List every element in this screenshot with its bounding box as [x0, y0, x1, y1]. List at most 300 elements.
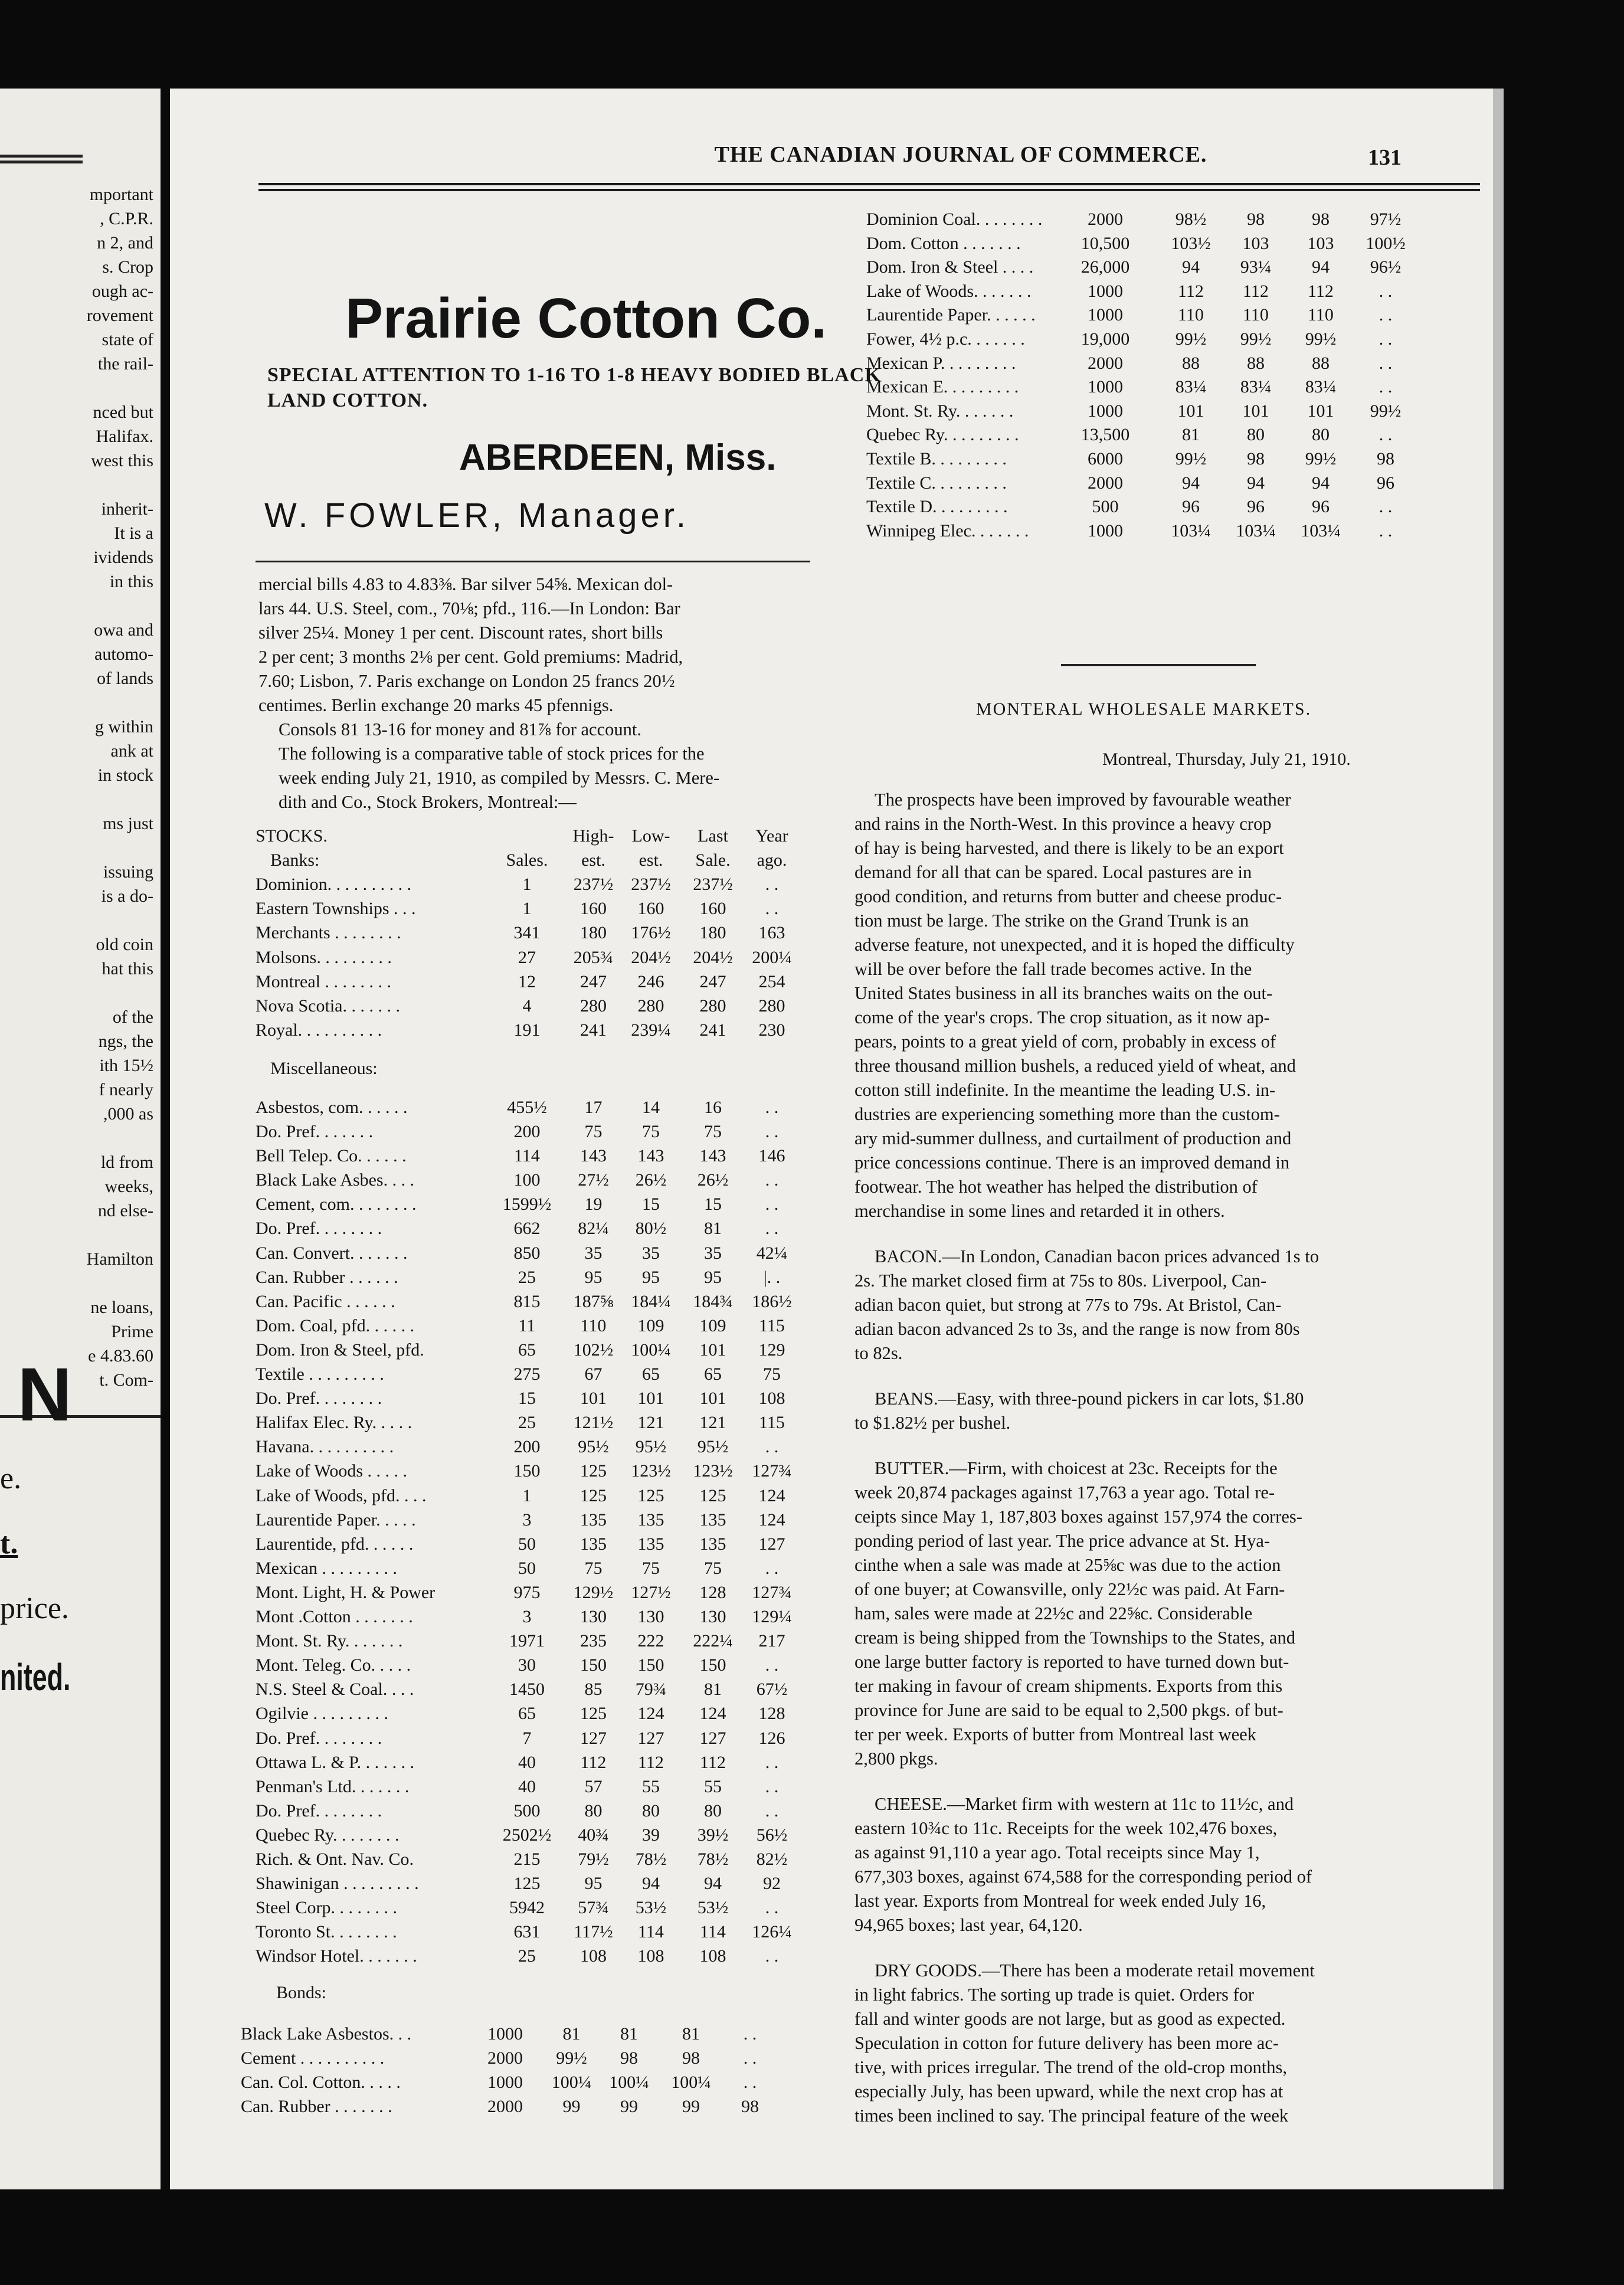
- table-row-cell: 500: [513, 1800, 541, 1821]
- table-row-cell: . .: [765, 1170, 779, 1190]
- facing-page-line: the rail-: [97, 354, 153, 374]
- table-row-cell: 110: [1178, 305, 1204, 325]
- table-row-cell: 96: [1377, 473, 1394, 493]
- table-row-cell: Mont. Teleg. Co. . . . .: [256, 1655, 411, 1675]
- table-row-cell: 98½: [1175, 209, 1207, 229]
- market-line: footwear. The hot weather has helped the distribution of: [854, 1177, 1258, 1197]
- section-label: Bonds:: [276, 1982, 327, 2002]
- table-row-cell: 500: [1092, 497, 1119, 517]
- table-row-cell: 65: [642, 1364, 660, 1384]
- table-row-cell: 124: [758, 1485, 785, 1505]
- table-header-cell: Sales.: [506, 850, 548, 870]
- table-row-cell: 27: [518, 947, 536, 967]
- table-header-cell: High-: [572, 826, 614, 846]
- table-row-cell: . .: [765, 1194, 779, 1214]
- table-row-cell: 631: [513, 1922, 541, 1942]
- table-row-cell: Mont. Light, H. & Power: [256, 1582, 436, 1602]
- table-row-cell: 275: [513, 1364, 541, 1384]
- table-row-cell: 103: [1307, 233, 1334, 253]
- table-row: [256, 1243, 822, 1265]
- table-row: [256, 1364, 822, 1386]
- table-row-cell: |. .: [763, 1267, 781, 1287]
- table-row-cell: 95: [642, 1267, 660, 1287]
- facing-page-line: ank at: [110, 741, 153, 761]
- table-row-cell: Mexican P. . . . . . . . .: [866, 353, 1016, 373]
- facing-page-line: of lands: [97, 669, 153, 688]
- facing-page-line: ne loans,: [90, 1298, 153, 1317]
- table-row-cell: Ottawa L. & P. . . . . . .: [256, 1752, 415, 1772]
- market-line: cinthe when a sale was made at 25⅝c was due to the action: [854, 1555, 1281, 1575]
- table-row: [241, 2048, 825, 2070]
- table-row-cell: 15: [518, 1389, 536, 1409]
- table-row-cell: . .: [743, 2024, 757, 2044]
- table-row-cell: 230: [758, 1020, 785, 1040]
- table-row: [866, 377, 1433, 398]
- table-row-cell: . .: [1379, 305, 1393, 325]
- table-row-cell: Royal. . . . . . . . . .: [256, 1020, 382, 1040]
- rule: [0, 161, 83, 163]
- table-row-cell: Lake of Woods, pfd. . . .: [256, 1485, 427, 1505]
- table-row-cell: 92: [763, 1874, 781, 1894]
- facing-page-fragment-1: e.: [0, 1462, 22, 1495]
- facing-page-line: of the: [112, 1007, 153, 1027]
- table-row-cell: . .: [1379, 281, 1393, 301]
- table-row-cell: 55: [642, 1776, 660, 1796]
- table-row-cell: . .: [765, 1946, 779, 1966]
- table-row-cell: 7: [522, 1728, 532, 1748]
- table-row: [256, 875, 822, 896]
- table-row-cell: 100: [513, 1170, 541, 1190]
- rule: [0, 155, 83, 158]
- table-row-cell: 2000: [487, 2048, 523, 2068]
- table-row-cell: Cement, com. . . . . . . .: [256, 1194, 417, 1214]
- table-row-cell: 98: [741, 2096, 759, 2116]
- table-row-cell: 114: [638, 1922, 664, 1942]
- table-row-cell: Textile D. . . . . . . . .: [866, 497, 1008, 517]
- facing-page-line: s. Crop: [102, 257, 153, 277]
- table-row-cell: 129¼: [752, 1607, 792, 1626]
- table-row-cell: 100¼: [609, 2072, 649, 2092]
- table-row-cell: 135: [637, 1534, 664, 1554]
- table-row-cell: 127½: [631, 1582, 671, 1602]
- table-row-cell: 82¼: [578, 1219, 609, 1239]
- table-row-cell: 1599½: [502, 1194, 552, 1214]
- table-row-cell: 39: [642, 1825, 660, 1845]
- table-row-cell: 143: [580, 1146, 607, 1166]
- table-row-cell: 103¼: [1236, 520, 1276, 541]
- table-row-cell: 80½: [635, 1219, 667, 1239]
- table-row-cell: 455½: [507, 1097, 547, 1117]
- table-row-cell: 126¼: [752, 1922, 792, 1942]
- table-row-cell: 101: [1307, 401, 1334, 421]
- table-row-cell: 99½: [1175, 449, 1207, 469]
- table-row-cell: Quebec Ry. . . . . . . .: [256, 1825, 400, 1845]
- table-row-cell: 217: [758, 1631, 785, 1651]
- table-row-cell: 99½: [1240, 329, 1272, 349]
- table-row-cell: 26½: [697, 1170, 729, 1190]
- market-line: tion must be large. The strike on the Grand Trunk is an: [854, 911, 1249, 931]
- table-row-cell: 78½: [697, 1849, 729, 1869]
- table-row-cell: 114: [514, 1146, 540, 1166]
- table-row-cell: Halifax Elec. Ry. . . . .: [256, 1413, 412, 1433]
- table-row-cell: 101: [637, 1389, 664, 1409]
- market-line: 94,965 boxes; last year, 64,120.: [854, 1915, 1083, 1935]
- market-line: CHEESE.—Market firm with western at 11c to 11½c, and: [875, 1794, 1294, 1814]
- table-row-cell: . .: [765, 1776, 779, 1796]
- table-row: [256, 1194, 822, 1216]
- table-row-cell: 280: [580, 996, 607, 1016]
- facing-page-line: ough ac-: [91, 281, 153, 301]
- table-row: [256, 1753, 822, 1774]
- table-row-cell: Can. Rubber . . . . . . .: [241, 2096, 392, 2116]
- table-row-cell: . .: [765, 1752, 779, 1772]
- table-row-cell: 96: [1247, 497, 1265, 517]
- market-line: fall and winter goods are not large, but as good as expected.: [854, 2009, 1286, 2029]
- table-row-cell: Can. Col. Cotton. . . . .: [241, 2072, 401, 2092]
- table-row-cell: 103½: [1171, 233, 1211, 253]
- facing-page-line: owa and: [94, 620, 153, 640]
- table-row-cell: 184¾: [693, 1291, 733, 1311]
- market-line: will be over before the fall trade becomes active. In the: [854, 959, 1252, 979]
- table-row-cell: 126: [758, 1728, 785, 1748]
- table-row-cell: 65: [704, 1364, 722, 1384]
- table-row-cell: 184¼: [631, 1291, 671, 1311]
- table-row: [241, 2024, 825, 2045]
- table-row-cell: 135: [580, 1510, 607, 1530]
- table-row: [256, 1777, 822, 1798]
- facing-page-line: rovement: [86, 306, 153, 325]
- market-line: good condition, and returns from butter and cheese produc-: [854, 886, 1282, 906]
- table-row-cell: 125: [699, 1485, 726, 1505]
- facing-page-line: n 2, and: [97, 233, 153, 253]
- table-row-cell: 16: [704, 1097, 722, 1117]
- table-row-cell: 125: [580, 1704, 607, 1724]
- intro-line: lars 44. U.S. Steel, com., 70⅛; pfd., 116.—In London: Bar: [258, 598, 680, 618]
- table-row-cell: 222¼: [693, 1631, 733, 1651]
- table-row-cell: 150: [637, 1655, 664, 1675]
- table-row-cell: 102½: [573, 1340, 614, 1360]
- table-row-cell: 98: [1247, 209, 1265, 229]
- page-number: 131: [1368, 145, 1402, 170]
- table-row-cell: 135: [699, 1534, 726, 1554]
- page-header-title: THE CANADIAN JOURNAL OF COMMERCE.: [714, 142, 1207, 167]
- table-header-cell: Low-: [631, 826, 670, 846]
- market-line: adian bacon quiet, but strong at 77s to 79s. At Bristol, Can-: [854, 1295, 1282, 1315]
- table-row-cell: 75: [704, 1122, 722, 1141]
- table-row-cell: Can. Pacific . . . . . .: [256, 1291, 395, 1311]
- table-row-cell: 125: [580, 1485, 607, 1505]
- table-row-cell: 83¼: [1240, 377, 1272, 397]
- table-row: [256, 948, 822, 969]
- market-paragraph: [854, 1959, 1439, 2128]
- table-row-cell: 101: [1242, 401, 1269, 421]
- market-line: ham, sales were made at 22½c and 22⅝c. Considerable: [854, 1603, 1253, 1623]
- table-row-cell: 143: [699, 1146, 726, 1166]
- table-row-cell: 129: [758, 1340, 785, 1360]
- table-row-cell: . .: [765, 899, 779, 919]
- table-row-cell: 99: [562, 2096, 581, 2116]
- table-row-cell: 96½: [1370, 257, 1402, 277]
- table-row-cell: 150: [513, 1461, 541, 1481]
- table-row-cell: 4: [522, 996, 532, 1016]
- table-row: [256, 1680, 822, 1701]
- journal-page: [170, 89, 1498, 2189]
- intro-line: Consols 81 13-16 for money and 81⅞ for account.: [279, 719, 641, 739]
- table-row-cell: 75: [584, 1122, 603, 1141]
- table-row-cell: 146: [758, 1146, 785, 1166]
- table-row: [256, 1340, 822, 1361]
- table-row-cell: 25: [518, 1413, 536, 1433]
- table-row-cell: 98: [1312, 209, 1330, 229]
- table-row-cell: Do. Pref. . . . . . . .: [256, 1219, 382, 1239]
- table-header-cell: STOCKS.: [256, 826, 328, 846]
- table-row-cell: 191: [513, 1020, 541, 1040]
- table-row-cell: 83¼: [1305, 377, 1337, 397]
- table-header: [256, 850, 822, 872]
- facing-page-line: in this: [109, 572, 153, 591]
- table-row-cell: 2502½: [502, 1825, 552, 1845]
- table-row-cell: 241: [580, 1020, 607, 1040]
- table-row-cell: 94: [1312, 473, 1330, 493]
- table-row-cell: 14: [642, 1097, 660, 1117]
- market-line: BUTTER.—Firm, with choicest at 23c. Receipts for the: [875, 1458, 1278, 1478]
- table-row-cell: 112: [638, 1752, 664, 1772]
- table-row-cell: 25: [518, 1946, 536, 1966]
- facing-page-line: inherit-: [101, 499, 153, 519]
- table-row-cell: 80: [642, 1800, 660, 1821]
- table-header-cell: est.: [639, 850, 663, 870]
- table-row-cell: 80: [704, 1800, 722, 1821]
- table-row-cell: 1971: [509, 1631, 545, 1651]
- table-row-cell: 1: [522, 1485, 532, 1505]
- table-row-cell: 26,000: [1081, 257, 1130, 277]
- table-row-cell: 82½: [756, 1849, 788, 1869]
- markets-heading: MONTERAL WHOLESALE MARKETS.: [975, 699, 1312, 719]
- table-row-cell: 17: [584, 1097, 603, 1117]
- table-row-cell: 80: [584, 1800, 603, 1821]
- table-row-cell: 127¾: [752, 1461, 792, 1481]
- table-row-cell: 128: [758, 1704, 785, 1724]
- table-row-cell: 123½: [631, 1461, 671, 1481]
- intro-line: week ending July 21, 1910, as compiled by Messrs. C. Mere-: [279, 768, 720, 788]
- table-row-cell: 95: [584, 1267, 603, 1287]
- table-row-cell: Dom. Iron & Steel, pfd.: [256, 1340, 424, 1360]
- table-row-cell: 135: [699, 1510, 726, 1530]
- table-row-cell: 65: [518, 1340, 536, 1360]
- table-row-cell: 108: [637, 1946, 664, 1966]
- table-row: [256, 1729, 822, 1750]
- table-row-cell: Dominion. . . . . . . . . .: [256, 875, 412, 895]
- table-header-cell: Year: [755, 826, 788, 846]
- table-row-cell: 42¼: [756, 1243, 788, 1263]
- table-row-cell: 99: [682, 2096, 700, 2116]
- markets-dateline: Montreal, Thursday, July 21, 1910.: [1102, 749, 1351, 769]
- market-paragraph: [854, 788, 1439, 1223]
- market-line: one large butter factory is reported to have turned down but-: [854, 1652, 1289, 1672]
- market-line: price concessions continue. There is an improved demand in: [854, 1153, 1290, 1173]
- table-row-cell: 101: [580, 1389, 607, 1409]
- table-row-cell: 103¼: [1171, 520, 1211, 541]
- table-row: [256, 1292, 822, 1313]
- facing-page-line: ngs, the: [98, 1032, 153, 1051]
- table-row: [256, 1631, 822, 1652]
- table-row-cell: 1000: [1088, 401, 1123, 421]
- table-row-cell: 101: [699, 1340, 726, 1360]
- table-row-cell: Montreal . . . . . . . .: [256, 971, 391, 991]
- table-row: [256, 1922, 822, 1943]
- market-line: come of the year's crops. The crop situation, as it now ap-: [854, 1007, 1270, 1027]
- table-row-cell: 127: [580, 1728, 607, 1748]
- table-row-cell: 254: [758, 971, 785, 991]
- table-row-cell: 112: [580, 1752, 607, 1772]
- facing-page-line: t. Com-: [99, 1370, 153, 1390]
- table-row: [256, 1559, 822, 1580]
- ad-rule: [256, 561, 810, 562]
- market-line: three thousand million bushels, a reduced yield of wheat, and: [854, 1056, 1296, 1076]
- table-row-cell: Winnipeg Elec. . . . . . .: [866, 520, 1029, 541]
- market-line: DRY GOODS.—There has been a moderate retail movement: [875, 1960, 1315, 1980]
- facing-page-line: Halifax.: [96, 427, 153, 446]
- table-row-cell: . .: [1379, 497, 1393, 517]
- table-row: [256, 1098, 822, 1119]
- table-row-cell: 121½: [573, 1413, 614, 1433]
- table-row-cell: 75: [642, 1558, 660, 1578]
- table-row-cell: Do. Pref. . . . . . . .: [256, 1800, 382, 1821]
- facing-page-line: is a do-: [101, 886, 153, 906]
- facing-page-line: weeks,: [104, 1177, 153, 1196]
- market-line: dustries are experiencing something more than the custom-: [854, 1104, 1280, 1124]
- table-row-cell: 2000: [1088, 353, 1123, 373]
- table-row-cell: 186½: [752, 1291, 792, 1311]
- table-row-cell: 237½: [573, 875, 614, 895]
- table-row-cell: Toronto St. . . . . . . .: [256, 1922, 397, 1942]
- table-row-cell: 2000: [487, 2096, 523, 2116]
- table-row-cell: Black Lake Asbes. . . .: [256, 1170, 415, 1190]
- table-row-cell: 200: [513, 1437, 541, 1457]
- facing-page-line: automo-: [94, 644, 153, 664]
- table-row-cell: Eastern Townships . . .: [256, 899, 416, 919]
- table-row-cell: 81: [1182, 425, 1200, 445]
- table-row-cell: 96: [1312, 497, 1330, 517]
- table-row: [256, 1898, 822, 1919]
- table-row-cell: 112: [700, 1752, 726, 1772]
- table-row: [256, 1389, 822, 1410]
- table-row-cell: . .: [1379, 377, 1393, 397]
- table-row-cell: Havana. . . . . . . . . .: [256, 1437, 394, 1457]
- table-row-cell: 55: [704, 1776, 722, 1796]
- ad-manager: W. FOWLER, Manager.: [264, 496, 689, 535]
- table-row: [256, 1461, 822, 1482]
- table-row-cell: 246: [637, 971, 664, 991]
- table-row-cell: 35: [642, 1243, 660, 1263]
- table-row-cell: Lake of Woods. . . . . . .: [866, 281, 1032, 301]
- table-row-cell: Quebec Ry. . . . . . . . .: [866, 425, 1019, 445]
- table-row-cell: Textile . . . . . . . . .: [256, 1364, 384, 1384]
- market-line: of one buyer; at Cowansville, only 22½c was paid. At Farn-: [854, 1579, 1285, 1599]
- table-row-cell: 1000: [1088, 377, 1123, 397]
- table-row-cell: 53½: [635, 1898, 667, 1918]
- table-row: [241, 2073, 825, 2094]
- table-row-cell: 125: [637, 1485, 664, 1505]
- table-row-cell: 124: [637, 1704, 664, 1724]
- table-row-cell: 2000: [1088, 473, 1123, 493]
- table-row-cell: N.S. Steel & Coal. . . .: [256, 1680, 414, 1700]
- table-row-cell: 81: [704, 1680, 722, 1700]
- table-row-cell: 10,500: [1081, 233, 1130, 253]
- table-row-cell: Black Lake Asbestos. . .: [241, 2024, 412, 2044]
- facing-page-line: issuing: [103, 862, 153, 882]
- table-row-cell: . .: [1379, 520, 1393, 541]
- table-row-cell: 11: [518, 1315, 536, 1335]
- table-row: [256, 1486, 822, 1507]
- facing-page-line: hat this: [102, 959, 153, 978]
- market-line: ponding period of last year. The price advance at St. Hya-: [854, 1531, 1271, 1551]
- facing-page-line: ,000 as: [103, 1104, 153, 1124]
- table-row-cell: 200¼: [752, 947, 792, 967]
- table-row-cell: Asbestos, com. . . . . .: [256, 1097, 408, 1117]
- table-row-cell: 160: [580, 899, 607, 919]
- table-row-cell: Lake of Woods . . . . .: [256, 1461, 407, 1481]
- table-row-cell: 94: [1182, 473, 1200, 493]
- table-row-cell: Do. Pref. . . . . . . .: [256, 1728, 382, 1748]
- market-line: merchandise in some lines and retarded it in others.: [854, 1201, 1225, 1221]
- table-row-cell: 93¼: [1240, 257, 1272, 277]
- table-header-cell: Banks:: [270, 850, 320, 870]
- table-row-cell: Mont .Cotton . . . . . . .: [256, 1607, 413, 1626]
- table-header-cell: Sale.: [695, 850, 731, 870]
- table-row-cell: 114: [700, 1922, 726, 1942]
- table-row-cell: 341: [513, 923, 541, 943]
- table-row-cell: 26½: [635, 1170, 667, 1190]
- table-row-cell: 975: [513, 1582, 541, 1602]
- table-row-cell: 30: [518, 1655, 536, 1675]
- table-row-cell: 81: [562, 2024, 581, 2044]
- table-row-cell: 662: [513, 1219, 541, 1239]
- facing-page-fragment-3: price.: [0, 1592, 69, 1625]
- table-row-cell: 280: [637, 996, 664, 1016]
- table-row: [256, 1510, 822, 1531]
- table-row: [256, 1801, 822, 1822]
- table-row-cell: 27½: [578, 1170, 609, 1190]
- table-row: [866, 425, 1433, 446]
- table-row-cell: 98: [620, 2048, 638, 2068]
- market-line: province for June are said to be equal to 2,500 pkgs. of but-: [854, 1700, 1284, 1720]
- table-row-cell: Merchants . . . . . . . .: [256, 923, 401, 943]
- table-row-cell: . .: [765, 875, 779, 895]
- market-line: 677,303 boxes, against 674,588 for the corresponding period of: [854, 1867, 1312, 1887]
- table-row-cell: . .: [743, 2048, 757, 2068]
- table-row-cell: Laurentide, pfd. . . . . .: [256, 1534, 414, 1554]
- table-row-cell: 815: [513, 1291, 541, 1311]
- table-row: [256, 1020, 822, 1042]
- table-row-cell: 3: [522, 1607, 532, 1626]
- intro-line: silver 25¼. Money 1 per cent. Discount rates, short bills: [258, 623, 663, 643]
- market-line: Speculation in cotton for future delivery has been more ac-: [854, 2033, 1279, 2053]
- market-line: ter making in favour of cream shipments. Exports from this: [854, 1676, 1283, 1696]
- table-row-cell: Do. Pref. . . . . . .: [256, 1122, 374, 1141]
- table-row-cell: 100¼: [671, 2072, 711, 2092]
- table-row-cell: 79½: [578, 1849, 609, 1869]
- table-row-cell: 280: [699, 996, 726, 1016]
- facing-page-line: e 4.83.60: [88, 1346, 153, 1366]
- table-row-cell: 117½: [574, 1922, 613, 1942]
- table-row-cell: 1450: [509, 1680, 545, 1700]
- table-row-cell: 112: [1243, 281, 1269, 301]
- market-line: 2s. The market closed firm at 75s to 80s. Liverpool, Can-: [854, 1271, 1267, 1291]
- table-row-cell: 150: [699, 1655, 726, 1675]
- table-row-cell: 96: [1182, 497, 1200, 517]
- market-line: especially July, has been upward, while the next crop has at: [854, 2081, 1284, 2101]
